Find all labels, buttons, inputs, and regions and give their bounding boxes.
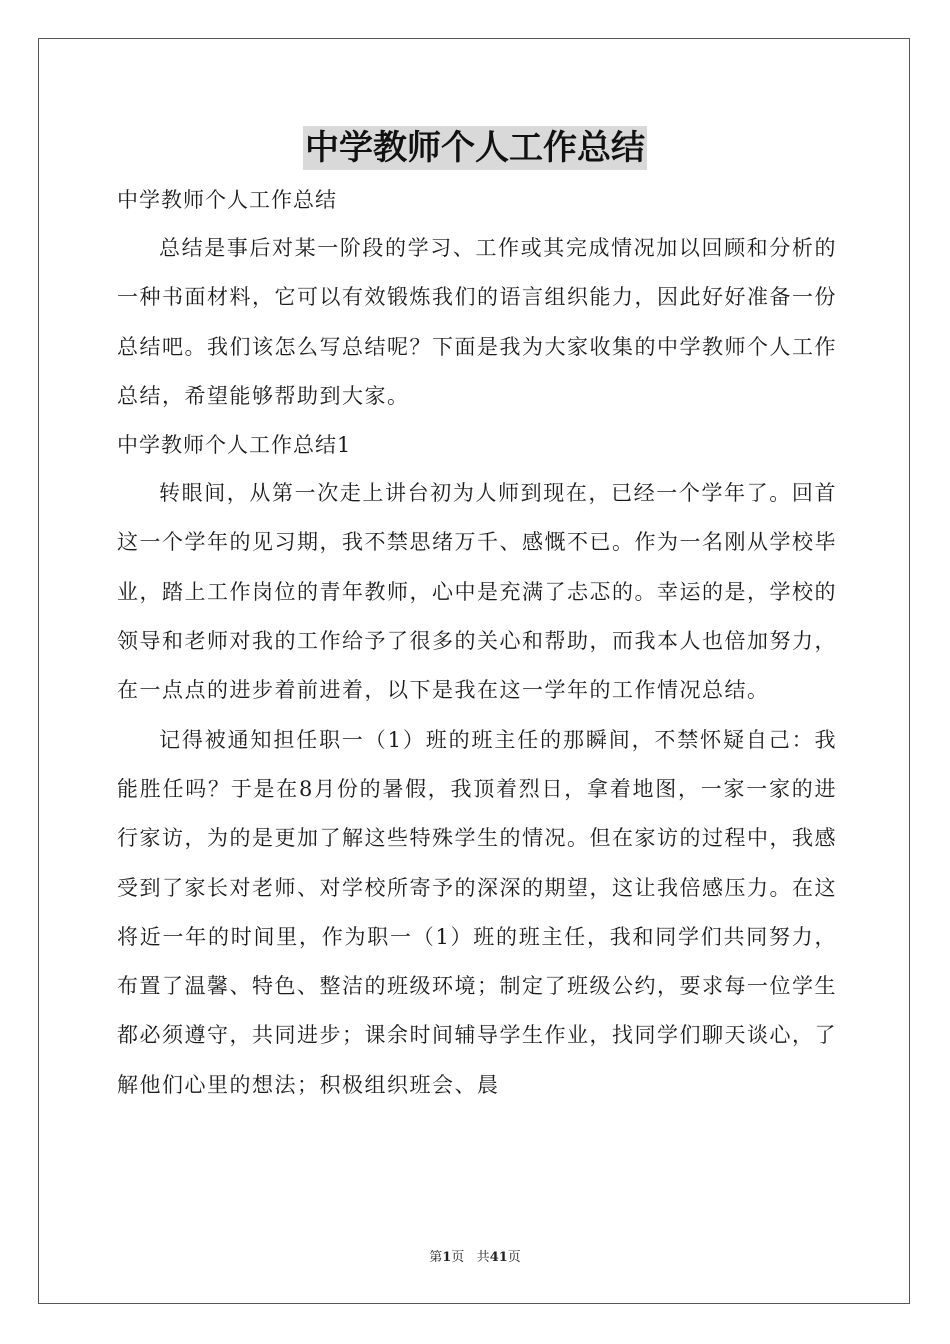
section-heading: 中学教师个人工作总结1 [117,433,352,458]
total-suffix: 页 [507,1250,521,1265]
total-prefix: 共 [476,1250,490,1265]
body-paragraph-2: 记得被通知担任职一（1）班的班主任的那瞬间，不禁怀疑自己：我能胜任吗？于是在8月份的暑假，我顶着烈日，拿着地图，一家一家的进行家访，为的是更加了解这些特殊学生的情况。但在家访的过程中，我感受到了家长对老师、对学校所寄予的深深的期望，这让我倍感压力。在这将近一年的时间里，作为职一（1）班的班主任，我和同学们共同努力，布置了温馨、特色、整洁的班级环境；制定了班级公约，要求每一位学生都必须遵守，共同进步；课余时间辅导学生作业，找同学们聊天谈心，了解他们心里的想法；积极组织班会、晨 [117,727,837,1097]
page-suffix: 页 [451,1250,465,1265]
title-container [0,126,950,170]
page-prefix: 第 [429,1250,443,1265]
document-subtitle: 中学教师个人工作总结 [117,188,337,212]
page-footer [0,1246,950,1265]
document-body [117,176,837,1110]
document-title: 中学教师个人工作总结 [305,128,645,168]
body-paragraph-1: 转眼间，从第一次走上讲台初为人师到现在，已经一个学年了。回首这一个学年的见习期，我不禁思绪万千、感慨不已。作为一名刚从学校毕业，踏上工作岗位的青年教师，心中是充满了忐忑的。幸运的是，学校的领导和老师对我的工作给予了很多的关心和帮助，而我本人也倍加努力，在一点点的进步着前进着，以下是我在这一学年的工作情况总结。 [117,481,837,703]
page-number: 1 [442,1250,452,1265]
total-pages: 41 [489,1250,508,1265]
intro-paragraph: 总结是事后对某一阶段的学习、工作或其完成情况加以回顾和分析的一种书面材料，它可以有效锻炼我们的语言组织能力，因此好好准备一份总结吧。我们该怎么写总结呢？下面是我为大家收集的中学教师个人工作总结，希望能够帮助到大家。 [117,236,837,408]
